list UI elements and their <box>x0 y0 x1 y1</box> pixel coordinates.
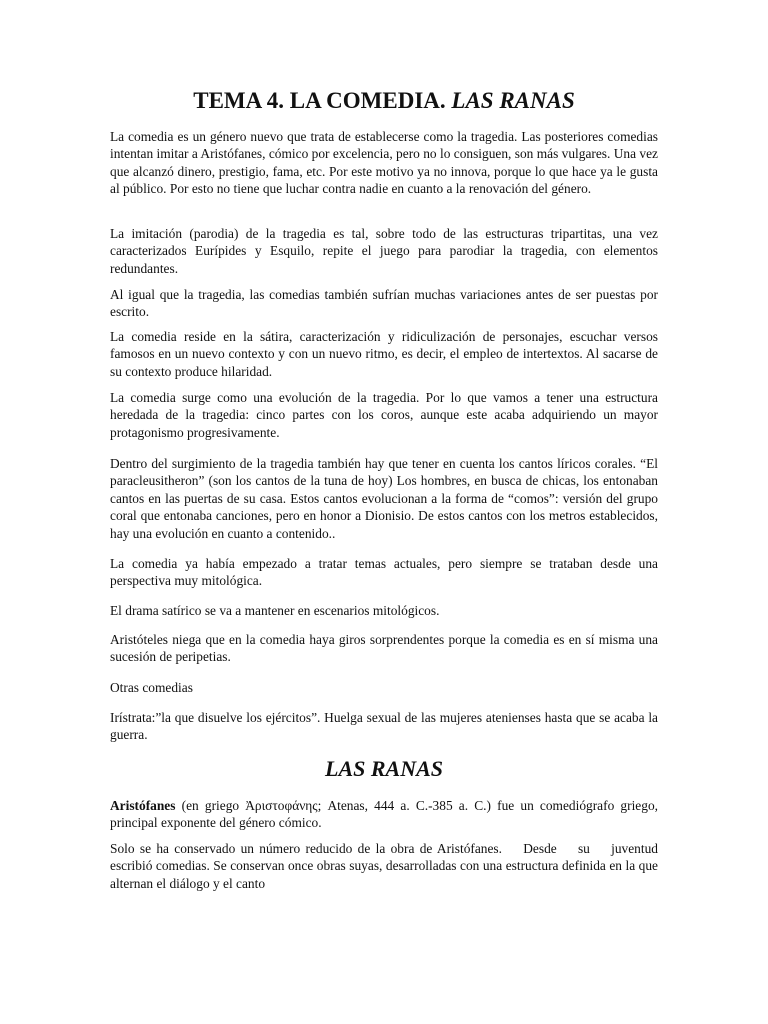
paragraph-drama-satirico: El drama satírico se va a mantener en escenarios mitológicos. <box>110 603 440 618</box>
paragraph-aristoteles: Aristóteles niega que en la comedia haya giros sorprendentes porque la comedia es en sí misma una sucesión de peripetias. <box>110 632 658 665</box>
paragraph-intro: La comedia es un género nuevo que trata de establecerse como la tragedia. Las posteriores comedias intentan imitar a Aristófanes, cómico por excelencia, pero no lo consiguen, son más vulgares. Una vez que alcanzó dinero, prestigio, fama, etc. Por este motivo ya no innova, porque lo que hace ya le gusta al público. Por esto no tiene que luchar contra nadie en cuanto a la renovación del género. <box>110 129 658 197</box>
page-title <box>110 84 658 118</box>
paragraph-iristrata: Irístrata:”la que disuelve los ejércitos”. Huelga sexual de las mujeres atenienses hasta que se acaba la guerra. <box>110 710 658 743</box>
aristofanes-name: Aristófanes <box>110 798 176 813</box>
paragraph-cantos: Dentro del surgimiento de la tragedia también hay que tener en cuenta los cantos líricos corales. “El paracleusitheron” (son los cantos de la tuna de hoy) Los hombres, en busca de chicas, los entonaban cantos en las puertas de su casa. Estos cantos evolucionan a la forma de “comos”: versión del grupo coral que entonaba canciones, pero en honor a Dionisio. De estos cantos con los metros establecidos, hay una evolución en cuanto a contenido.. <box>110 456 658 541</box>
paragraph-variaciones: Al igual que la tragedia, las comedias también sufrían muchas variaciones antes de ser puestas por escrito. <box>110 287 658 320</box>
title-italic: LAS RANAS <box>451 88 575 113</box>
paragraph-temas-actuales: La comedia ya había empezado a tratar temas actuales, pero siempre se trataban desde una perspectiva muy mitológica. <box>110 556 658 589</box>
paragraph-otras-comedias: Otras comedias <box>110 680 193 695</box>
paragraph-aristofanes <box>110 797 658 832</box>
title-main: TEMA 4. LA COMEDIA. <box>193 88 446 113</box>
aristofanes-description: (en griego Ἀριστοφάνης; Atenas, 444 a. C.-385 a. C.) fue un comediógrafo griego, principal exponente del género cómico. <box>110 798 658 831</box>
paragraph-parodia: La imitación (parodia) de la tragedia es tal, sobre todo de las estructuras tripartitas, una vez caracterizados Eurípides y Esquilo, repite el juego para parodiar la tragedia, con elementos redundantes. <box>110 226 658 276</box>
paragraph-evolucion: La comedia surge como una evolución de la tragedia. Por lo que vamos a tener una estructura heredada de la tragedia: cinco partes con los coros, aunque este acaba adquiriendo un mayor protagonismo progresivamente. <box>110 390 658 440</box>
paragraph-obra: Solo se ha conservado un número reducido de la obra de Aristófanes. Desde su juventud escribió comedias. Se conservan once obras suyas, desarrolladas con una estructura definida en la que alternan el diálogo y el canto <box>110 841 662 891</box>
section-title: LAS RANAS <box>325 756 443 781</box>
paragraph-satira: La comedia reside en la sátira, caracterización y ridiculización de personajes, escuchar versos famosos en un nuevo contexto y con un nuevo ritmo, es decir, el empleo de intertextos. Al sacarse de su contexto produce hilaridad. <box>110 329 658 379</box>
